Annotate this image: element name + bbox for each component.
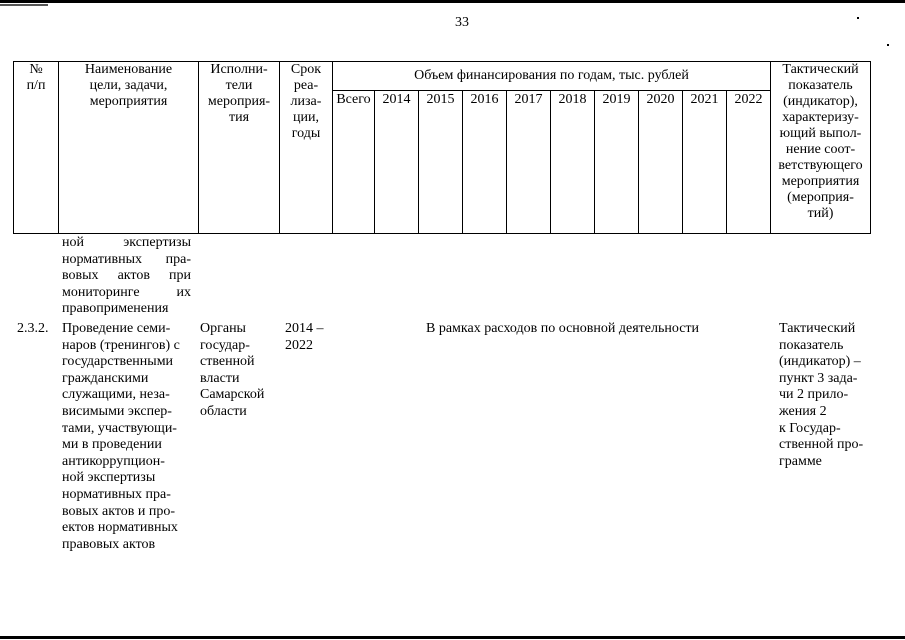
text-line: ющий выпол-: [779, 126, 862, 141]
header-name: [59, 62, 199, 234]
text-line: ветствующего: [778, 158, 863, 173]
text-line: нение соот-: [785, 142, 856, 157]
text-line: пункт 3 зада-: [779, 370, 858, 386]
text-line: характеризу-: [782, 110, 859, 125]
header-financing: Объем финансирования по годам, тыс. рублей: [333, 62, 771, 91]
text-line: показатель: [779, 337, 844, 353]
text-line: висимыми экспер-: [62, 403, 172, 419]
text-line: тели: [225, 78, 253, 93]
text-line: наров (тренингов) с: [62, 337, 180, 353]
text-line: Проведение семи-: [62, 321, 171, 336]
scan-mark: [0, 4, 48, 6]
text-line: ми в проведении: [62, 437, 162, 453]
text-line: государственными: [62, 354, 174, 370]
text-line: ственной: [200, 354, 255, 370]
row-financing: В рамках расходов по основной деятельности: [426, 321, 700, 336]
text-line: власти: [200, 370, 240, 386]
text-line: Тактический: [779, 321, 856, 336]
text-line: цели, задачи,: [89, 78, 168, 93]
text-line: (индикатор),: [783, 94, 858, 109]
text-line: п/п: [26, 78, 46, 93]
row-indicator: [779, 321, 889, 470]
text-line: ектов нормативных: [62, 520, 178, 536]
text-line: области: [200, 403, 247, 419]
text-line: Наименование: [84, 62, 173, 77]
row-term: [285, 321, 345, 354]
scan-bottom-border: [0, 636, 905, 639]
text-line: ции,: [293, 110, 319, 125]
text-line: чи 2 прило-: [779, 387, 849, 403]
text-line: грамме: [779, 453, 822, 469]
text-line: показатель: [788, 78, 853, 93]
text-line: (мероприя-: [787, 190, 854, 205]
header-year: 2017: [507, 91, 551, 234]
text-line: ной экспертизы: [62, 235, 191, 250]
text-line: (индикатор) –: [779, 354, 861, 370]
text-line: к Государ-: [779, 420, 841, 436]
header-year: 2019: [595, 91, 639, 234]
text-line: Органы: [200, 321, 246, 336]
text-line: годы: [291, 126, 321, 141]
text-line: мероприя-: [207, 94, 271, 109]
text-line: государ-: [200, 337, 250, 353]
text-line: реа-: [293, 78, 319, 93]
row-number: 2.3.2.: [17, 321, 49, 336]
text-line: ной экспертизы: [62, 470, 156, 486]
row-name: [62, 321, 197, 553]
text-line: 2014 –: [285, 321, 324, 336]
text-line: тия: [228, 110, 250, 125]
text-line: нормативных пра-: [62, 251, 191, 267]
text-line: тий): [807, 206, 834, 221]
header-total: Всего: [333, 91, 375, 234]
header-year: 2016: [463, 91, 507, 234]
text-line: мероприятия: [89, 94, 168, 109]
header-year: 2014: [375, 91, 419, 234]
continued-name: [62, 235, 191, 318]
text-line: служащими, неза-: [62, 387, 170, 403]
text-line: Тактический: [782, 62, 859, 77]
header-year: 2020: [639, 91, 683, 234]
text-line: 2022: [285, 337, 313, 353]
scan-top-border: [0, 0, 905, 3]
text-line: мониторинге их: [62, 284, 191, 300]
text-line: Исполни-: [210, 62, 268, 77]
header-year: 2021: [683, 91, 727, 234]
text-line: Самарской: [200, 387, 265, 403]
header-num: [14, 62, 59, 234]
row-executor: [200, 321, 280, 421]
text-line: жения 2: [779, 403, 827, 419]
text-line: вовых актов и про-: [62, 503, 176, 519]
text-line: правовых актов: [62, 536, 156, 552]
header-year: 2018: [551, 91, 595, 234]
text-line: вовых актов при: [62, 268, 191, 284]
page-number: 33: [455, 15, 469, 30]
text-line: лиза-: [290, 94, 322, 109]
text-line: №: [29, 62, 43, 77]
text-line: ственной про-: [779, 437, 864, 453]
header-table: [13, 61, 871, 234]
text-line: мероприятия: [781, 174, 860, 189]
text-line: тами, участвующи-: [62, 420, 177, 436]
header-year: 2022: [727, 91, 771, 234]
header-indicator: [771, 62, 871, 234]
text-line: нормативных пра-: [62, 486, 171, 502]
header-year: 2015: [419, 91, 463, 234]
scan-speck: [857, 17, 859, 19]
text-line: Срок: [290, 62, 322, 77]
scan-speck: [887, 44, 889, 46]
header-term: [280, 62, 333, 234]
text-line: правоприменения: [62, 301, 169, 317]
text-line: антикоррупцион-: [62, 453, 165, 469]
text-line: гражданскими: [62, 370, 149, 386]
header-executors: [199, 62, 280, 234]
